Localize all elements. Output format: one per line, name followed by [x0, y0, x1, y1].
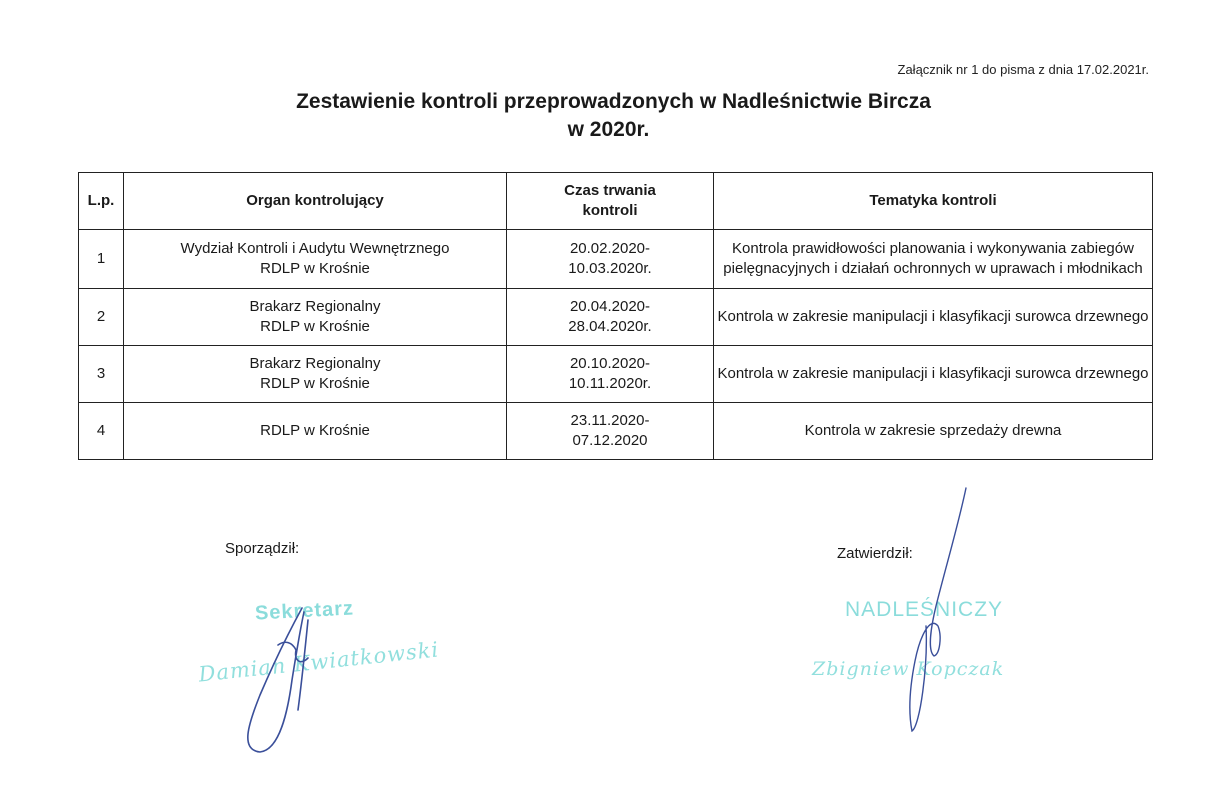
prepared-stamp-title: Sekretarz [254, 597, 355, 625]
cell-czas: 20.04.2020- 28.04.2020r. [507, 289, 714, 346]
table-row [79, 230, 1153, 289]
title-line-2: w 2020r. [567, 118, 650, 141]
table-row [79, 403, 1153, 460]
cell-lp: 3 [79, 346, 124, 403]
cell-tematyka: Kontrola w zakresie manipulacji i klasyfikacji surowca drzewnego [714, 289, 1153, 346]
col-header-organ: Organ kontrolujący [124, 173, 507, 230]
cell-czas: 20.02.2020- 10.03.2020r. [507, 230, 714, 289]
cell-tematyka: Kontrola w zakresie manipulacji i klasyfikacji surowca drzewnego [714, 346, 1153, 403]
cell-lp: 2 [79, 289, 124, 346]
cell-tematyka: Kontrola w zakresie sprzedaży drewna [714, 403, 1153, 460]
table-row [79, 346, 1153, 403]
cell-czas: 23.11.2020- 07.12.2020 [507, 403, 714, 460]
col-header-czas: Czas trwania kontroli [507, 173, 714, 230]
cell-organ: Wydział Kontroli i Audytu Wewnętrznego RDLP w Krośnie [124, 230, 507, 289]
prepared-stamp-name: Damian Kwiatkowski [197, 637, 441, 687]
cell-organ: Brakarz Regionalny RDLP w Krośnie [124, 346, 507, 403]
cell-lp: 4 [79, 403, 124, 460]
title-line-1: Zestawienie kontroli przeprowadzonych w Nadleśnictwie Bircza [296, 90, 931, 113]
col-header-lp: L.p. [79, 173, 124, 230]
controls-table [78, 172, 1153, 460]
table-header-row [79, 173, 1153, 230]
approved-by-label: Zatwierdził: [837, 545, 913, 562]
table-row [79, 289, 1153, 346]
approved-stamp-title: NADLEŚNICZY [845, 598, 1004, 621]
cell-czas: 20.10.2020- 10.11.2020r. [507, 346, 714, 403]
cell-tematyka: Kontrola prawidłowości planowania i wykonywania zabiegów pielęgnacyjnych i działań ochronnych w uprawach i młodnikach [714, 230, 1153, 289]
prepared-by-label: Sporządził: [225, 540, 300, 557]
document-title [0, 88, 1217, 144]
attachment-note: Załącznik nr 1 do pisma z dnia 17.02.2021r. [897, 62, 1149, 77]
cell-lp: 1 [79, 230, 124, 289]
cell-organ: Brakarz Regionalny RDLP w Krośnie [124, 289, 507, 346]
prepared-signature-icon [230, 600, 330, 770]
approved-stamp-name: Zbigniew Kopczak [812, 658, 1005, 680]
cell-organ: RDLP w Krośnie [124, 403, 507, 460]
approved-signature-icon [880, 486, 980, 736]
col-header-tematyka: Tematyka kontroli [714, 173, 1153, 230]
